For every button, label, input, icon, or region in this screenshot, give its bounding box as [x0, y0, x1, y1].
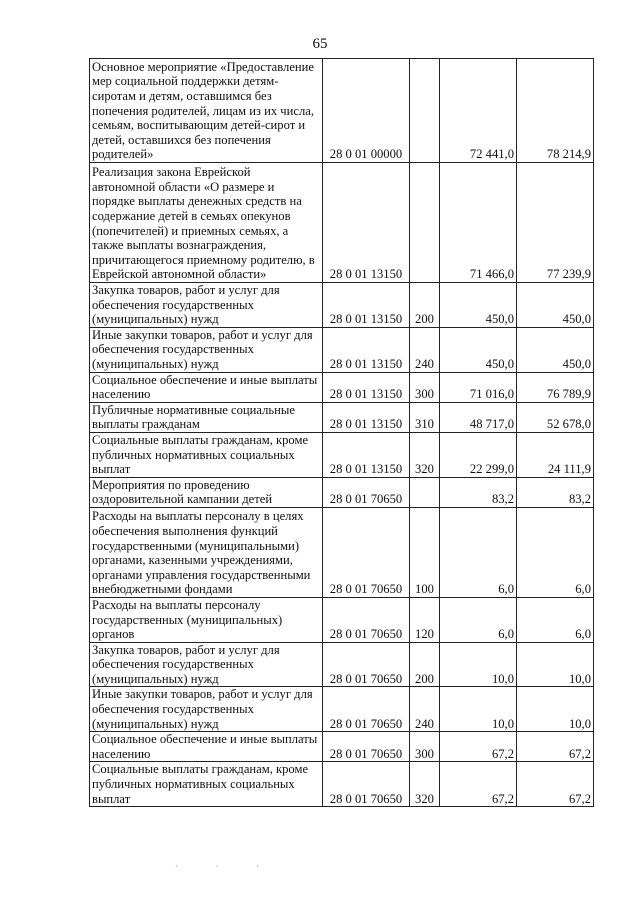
budget-table-body: [90, 59, 594, 807]
cell-name: Социальные выплаты гражданам, кроме публичных нормативных социальных выплат: [90, 432, 323, 477]
cell-value-year-2: 67,2: [517, 732, 594, 762]
table-row: [90, 762, 594, 807]
cell-expense-type: 300: [410, 372, 440, 402]
cell-code: 28 0 01 13150: [323, 402, 410, 432]
cell-code: 28 0 01 70650: [323, 642, 410, 687]
cell-value-year-2: 83,2: [517, 477, 594, 507]
cell-code: 28 0 01 13150: [323, 283, 410, 328]
cell-expense-type: [410, 59, 440, 163]
cell-value-year-2: 6,0: [517, 507, 594, 597]
table-row: [90, 402, 594, 432]
cell-name: Закупка товаров, работ и услуг для обеспечения государственных (муниципальных) нужд: [90, 283, 323, 328]
table-row: [90, 327, 594, 372]
table-row: [90, 477, 594, 507]
cell-value-year-2: 52 678,0: [517, 402, 594, 432]
cell-value-year-2: 10,0: [517, 687, 594, 732]
cell-value-year-1: 67,2: [440, 762, 517, 807]
cell-value-year-2: 78 214,9: [517, 59, 594, 163]
cell-code: 28 0 01 00000: [323, 59, 410, 163]
cell-value-year-1: 450,0: [440, 327, 517, 372]
cell-expense-type: 320: [410, 432, 440, 477]
table-row: [90, 283, 594, 328]
cell-code: 28 0 01 13150: [323, 432, 410, 477]
cell-code: 28 0 01 13150: [323, 327, 410, 372]
cell-value-year-1: 6,0: [440, 597, 517, 642]
cell-name: Публичные нормативные социальные выплаты гражданам: [90, 402, 323, 432]
cell-value-year-2: 24 111,9: [517, 432, 594, 477]
cell-code: 28 0 01 70650: [323, 732, 410, 762]
cell-name: Мероприятия по проведению оздоровительной кампании детей: [90, 477, 323, 507]
cell-value-year-1: 67,2: [440, 732, 517, 762]
cell-code: 28 0 01 70650: [323, 477, 410, 507]
cell-value-year-1: 6,0: [440, 507, 517, 597]
cell-value-year-1: 22 299,0: [440, 432, 517, 477]
cell-name: Социальное обеспечение и иные выплаты населению: [90, 372, 323, 402]
scan-artifact-dots: · · ·: [175, 862, 277, 871]
cell-expense-type: 240: [410, 687, 440, 732]
cell-code: 28 0 01 70650: [323, 507, 410, 597]
table-row: [90, 163, 594, 283]
cell-name: Реализация закона Еврейской автономной области «О размере и порядке выплаты денежных средств на содержание детей в семьях опекунов (попечителей) и приемных семьях, а также выплаты вознаграждения, причитающегося приемному родителю, в Еврейской автономной области»: [90, 163, 323, 283]
cell-value-year-1: 72 441,0: [440, 59, 517, 163]
cell-value-year-2: 6,0: [517, 597, 594, 642]
cell-name: Иные закупки товаров, работ и услуг для обеспечения государственных (муниципальных) нужд: [90, 687, 323, 732]
cell-value-year-2: 450,0: [517, 327, 594, 372]
cell-expense-type: 200: [410, 642, 440, 687]
cell-name: Расходы на выплаты персоналу в целях обеспечения выполнения функций государственными (муниципальными) органами, казенными учреждениями, органами управления государственными внебюджетными фондами: [90, 507, 323, 597]
cell-name: Закупка товаров, работ и услуг для обеспечения государственных (муниципальных) нужд: [90, 642, 323, 687]
cell-value-year-1: 83,2: [440, 477, 517, 507]
table-row: [90, 432, 594, 477]
cell-expense-type: 100: [410, 507, 440, 597]
table-row: [90, 642, 594, 687]
cell-expense-type: 310: [410, 402, 440, 432]
cell-expense-type: [410, 163, 440, 283]
cell-value-year-2: 77 239,9: [517, 163, 594, 283]
cell-value-year-2: 450,0: [517, 283, 594, 328]
table-row: [90, 372, 594, 402]
cell-name: Иные закупки товаров, работ и услуг для обеспечения государственных (муниципальных) нужд: [90, 327, 323, 372]
cell-code: 28 0 01 70650: [323, 762, 410, 807]
budget-table: [89, 58, 594, 807]
cell-expense-type: 320: [410, 762, 440, 807]
table-row: [90, 59, 594, 163]
table-row: [90, 687, 594, 732]
cell-value-year-2: 67,2: [517, 762, 594, 807]
cell-code: 28 0 01 70650: [323, 687, 410, 732]
cell-code: 28 0 01 13150: [323, 372, 410, 402]
cell-value-year-1: 450,0: [440, 283, 517, 328]
cell-value-year-1: 10,0: [440, 687, 517, 732]
cell-expense-type: 240: [410, 327, 440, 372]
cell-expense-type: 120: [410, 597, 440, 642]
table-row: [90, 732, 594, 762]
table-row: [90, 507, 594, 597]
cell-code: 28 0 01 13150: [323, 163, 410, 283]
cell-name: Социальное обеспечение и иные выплаты населению: [90, 732, 323, 762]
cell-name: Расходы на выплаты персоналу государственных (муниципальных) органов: [90, 597, 323, 642]
cell-value-year-1: 71 466,0: [440, 163, 517, 283]
cell-code: 28 0 01 70650: [323, 597, 410, 642]
table-row: [90, 597, 594, 642]
cell-value-year-2: 10,0: [517, 642, 594, 687]
cell-name: Социальные выплаты гражданам, кроме публичных нормативных социальных выплат: [90, 762, 323, 807]
cell-value-year-1: 10,0: [440, 642, 517, 687]
cell-value-year-1: 48 717,0: [440, 402, 517, 432]
cell-value-year-1: 71 016,0: [440, 372, 517, 402]
cell-value-year-2: 76 789,9: [517, 372, 594, 402]
cell-expense-type: 300: [410, 732, 440, 762]
page-number: 65: [312, 36, 328, 52]
cell-expense-type: [410, 477, 440, 507]
cell-name: Основное мероприятие «Предоставление мер социальной поддержки детям- сиротам и детям, оставшимся без попечения родителей, лицам из их числа, семьям, воспитывающим детей-сирот и детей, оставшихся без попечения родителей»: [90, 59, 323, 163]
cell-expense-type: 200: [410, 283, 440, 328]
